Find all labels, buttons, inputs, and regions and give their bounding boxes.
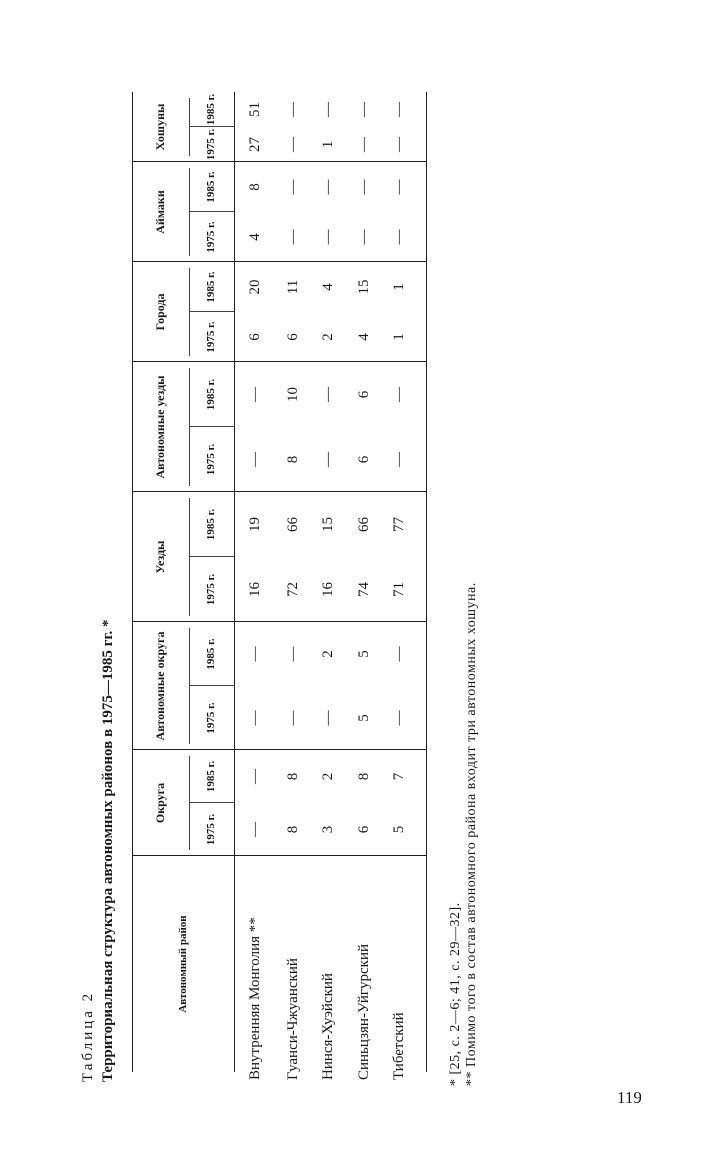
- cell-0-10: 4: [247, 233, 263, 241]
- cell-3-12: —: [356, 137, 372, 152]
- group-subrule-5: [189, 168, 190, 256]
- row-name-3: Синьцзян-Уйгурский: [356, 943, 372, 1080]
- cell-2-8: 2: [320, 333, 336, 341]
- cell-3-2: 5: [356, 714, 372, 722]
- group-subrule-3: [189, 368, 190, 486]
- group-header-1: Автономные округа: [153, 631, 167, 741]
- cell-1-0: 8: [285, 825, 301, 834]
- cell-0-9: 20: [247, 279, 263, 295]
- cell-2-12: 1: [320, 140, 336, 149]
- cell-0-11: 8: [247, 183, 263, 191]
- cell-2-13: —: [320, 102, 336, 117]
- cell-3-4: 74: [356, 582, 372, 597]
- cell-0-7: —: [247, 387, 263, 402]
- group-separator-5: [132, 261, 426, 262]
- cell-1-13: —: [285, 102, 301, 117]
- cell-4-7: —: [391, 387, 407, 402]
- cell-4-3: —: [391, 646, 407, 662]
- year-header-3-1: 1985 г.: [205, 378, 217, 411]
- cell-3-3: 5: [356, 650, 372, 658]
- year-header-2-0: 1975 г.: [205, 573, 217, 606]
- group-header-6: Хошуны: [153, 103, 167, 151]
- cell-0-13: 51: [247, 102, 263, 117]
- group-header-3: Автономные уезды: [153, 375, 167, 479]
- group-separator-4: [132, 361, 426, 362]
- cell-3-8: 4: [356, 333, 372, 341]
- year-header-2-1: 1985 г.: [205, 508, 217, 541]
- cell-0-3: —: [247, 646, 263, 662]
- row-name-2: Нинся-Хуэйский: [320, 973, 336, 1080]
- cell-3-13: —: [356, 102, 372, 117]
- cell-1-1: 8: [285, 772, 301, 781]
- cell-3-9: 15: [356, 279, 372, 295]
- group-subrule-1: [189, 628, 190, 744]
- cell-3-10: —: [356, 229, 372, 245]
- cell-2-1: 2: [320, 772, 336, 781]
- footnote-source: * [25, с. 2—6; 41, с. 29—32].: [448, 902, 463, 1086]
- table-bottom-rule: [426, 92, 427, 1072]
- group-header-5: Аймаки: [153, 190, 167, 234]
- group-separator-3: [132, 491, 426, 492]
- group-separator-6: [132, 161, 426, 162]
- group-subrule-0: [189, 756, 190, 850]
- cell-2-2: —: [320, 710, 336, 726]
- cell-1-7: 10: [285, 387, 301, 402]
- group-subrule-6: [189, 98, 190, 156]
- cell-1-4: 72: [285, 582, 301, 597]
- page-number: 119: [617, 1088, 642, 1107]
- cell-0-12: 27: [247, 137, 263, 152]
- group-separator-2: [132, 621, 426, 622]
- cell-2-7: —: [320, 387, 336, 402]
- cell-3-6: 6: [356, 455, 372, 464]
- cell-1-12: —: [285, 137, 301, 152]
- cell-4-2: —: [391, 710, 407, 726]
- cell-2-11: —: [320, 179, 336, 195]
- group-separator-1: [132, 749, 426, 750]
- cell-0-5: 19: [247, 517, 263, 532]
- year-header-5-0: 1975 г.: [205, 221, 217, 253]
- cell-3-11: —: [356, 179, 372, 195]
- cell-2-10: —: [320, 229, 336, 245]
- cell-3-5: 66: [356, 517, 372, 532]
- cell-2-5: 15: [320, 517, 336, 532]
- row-header-label: Автономный район: [176, 915, 189, 1013]
- row-name-4: Тибетский: [391, 1012, 407, 1080]
- cell-0-4: 16: [247, 582, 263, 597]
- cell-4-11: —: [391, 179, 407, 195]
- cell-4-12: —: [391, 137, 407, 152]
- year-header-0-0: 1975 г.: [205, 813, 217, 846]
- cell-1-2: —: [285, 710, 301, 726]
- year-header-5-1: 1985 г.: [205, 171, 217, 203]
- year-header-1-1: 1985 г.: [205, 638, 217, 670]
- cell-0-2: —: [247, 710, 263, 726]
- row-name-0: Внутренняя Монголия **: [247, 917, 263, 1080]
- data-table: [58, 92, 668, 1092]
- cell-0-0: —: [247, 822, 263, 837]
- group-header-0: Округа: [153, 782, 167, 824]
- group-subrule-4: [189, 268, 190, 356]
- cell-1-10: —: [285, 229, 301, 245]
- cell-4-10: —: [391, 229, 407, 245]
- table-caption: Таблица 2: [80, 990, 96, 1082]
- year-header-6-0: 1975 г.: [205, 128, 217, 161]
- cell-4-6: —: [391, 452, 407, 467]
- cell-4-4: 71: [391, 582, 407, 597]
- row-name-1: Гуанси-Чжуанский: [285, 958, 301, 1080]
- cell-2-6: —: [320, 452, 336, 467]
- cell-0-1: —: [247, 769, 263, 784]
- cell-1-9: 11: [285, 279, 301, 295]
- cell-1-3: —: [285, 646, 301, 662]
- cell-3-7: 6: [356, 390, 372, 399]
- table-header-rule: [234, 92, 235, 1072]
- year-header-6-1: 1985 г.: [205, 93, 217, 126]
- group-header-4: Города: [153, 293, 167, 331]
- table-title: Территориальная структура автономных районов в 1975—1985 гг. *: [100, 619, 116, 1082]
- cell-1-8: 6: [285, 333, 301, 341]
- cell-4-1: 7: [391, 772, 407, 781]
- cell-3-1: 8: [356, 772, 372, 781]
- cell-0-8: 6: [247, 333, 263, 341]
- cell-2-9: 4: [320, 283, 336, 291]
- cell-1-5: 66: [285, 517, 301, 532]
- rotated-page-content: [58, 92, 668, 1092]
- cell-2-0: 3: [320, 825, 336, 834]
- cell-3-0: 6: [356, 825, 372, 834]
- year-header-0-1: 1985 г.: [205, 760, 217, 793]
- cell-4-0: 5: [391, 825, 407, 834]
- year-header-1-0: 1975 г.: [205, 702, 217, 734]
- group-header-2: Уезды: [153, 540, 167, 574]
- cell-4-13: —: [391, 102, 407, 117]
- cell-0-6: —: [247, 452, 263, 467]
- year-header-4-1: 1985 г.: [205, 271, 217, 303]
- cell-1-6: 8: [285, 455, 301, 464]
- cell-4-9: 1: [391, 283, 407, 291]
- year-header-3-0: 1975 г.: [205, 443, 217, 476]
- cell-2-3: 2: [320, 650, 336, 658]
- year-header-4-0: 1975 г.: [205, 321, 217, 353]
- cell-1-11: —: [285, 179, 301, 195]
- cell-4-5: 77: [391, 517, 407, 532]
- cell-2-4: 16: [320, 582, 336, 597]
- group-subrule-2: [189, 498, 190, 616]
- footnote-note: ** Помимо того в состав автономного района входит три автономных хошуна.: [464, 582, 479, 1086]
- cell-4-8: 1: [391, 333, 407, 341]
